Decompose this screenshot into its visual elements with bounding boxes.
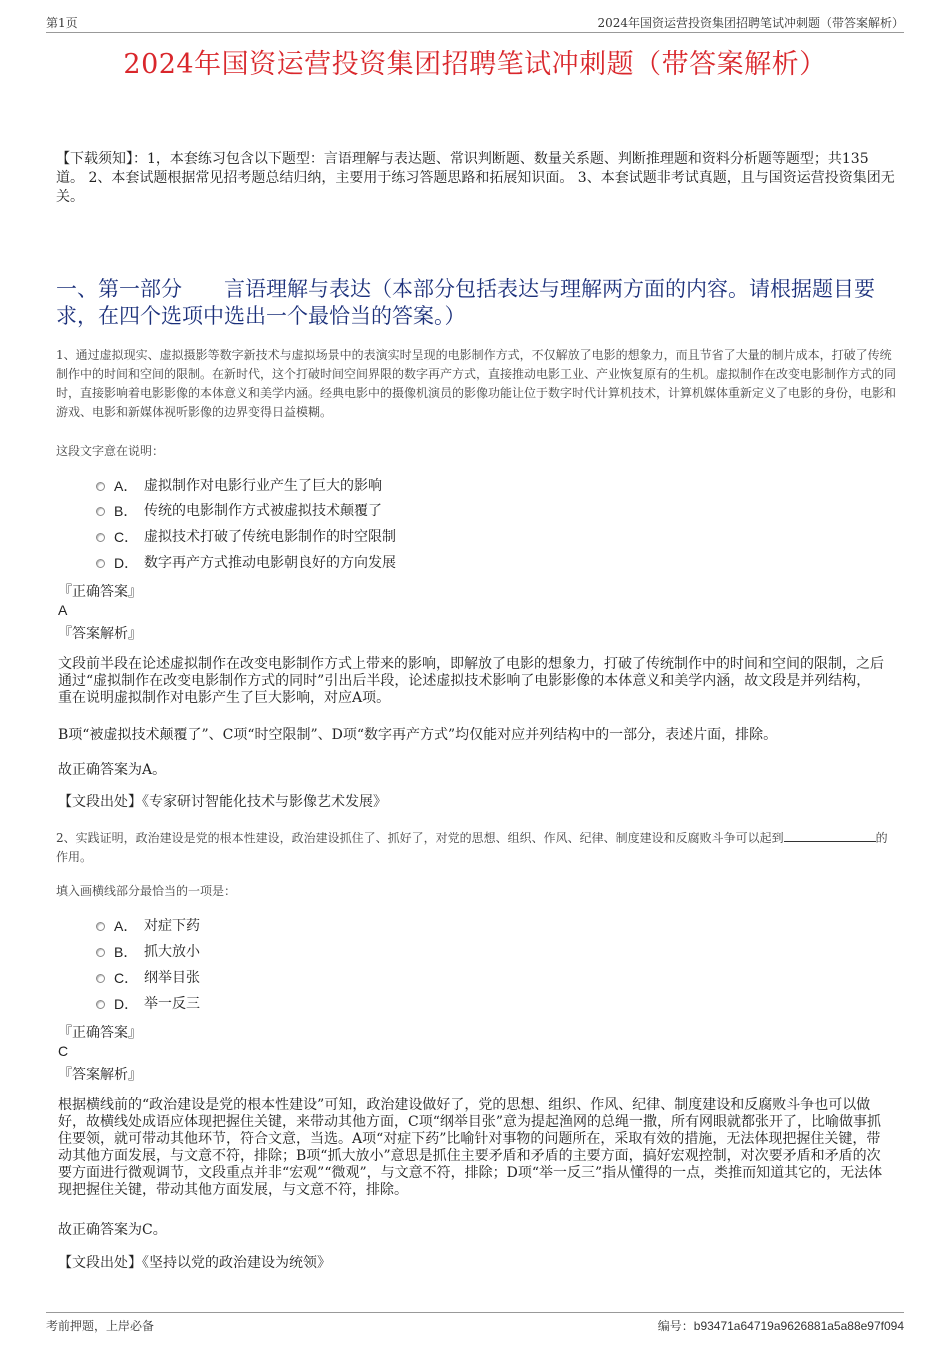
radio-button[interactable] [96,482,105,491]
question-1-prompt: 这段文字意在说明： [56,444,165,458]
question-1-option-a[interactable]: A． 虚拟制作对电影行业产生了巨大的影响 [96,474,382,498]
question-1-analysis-p2: B项“被虚拟技术颠覆了”、C项“时空限制”、D项“数字再产方式”均仅能对应并列结构中的一部分，表述片面，排除。 [58,727,778,743]
document-title: 2024年国资运营投资集团招聘笔试冲刺题（带答案解析） [123,49,827,80]
radio-button[interactable] [96,533,105,542]
radio-button[interactable] [96,974,105,983]
question-2-option-d[interactable]: D． 举一反三 [96,992,200,1016]
page-number: 第1页 [46,16,78,30]
question-2-stem: 2、实践证明，政治建设是党的根本性建设，政治建设抓住了、抓好了，对党的思想、组织、作风、纪律、制度建设和反腐败斗争可以起到 的作用。 [56,831,888,864]
header-doc-title: 2024年国资运营投资集团招聘笔试冲刺题（带答案解析） [597,16,904,30]
question-1-analysis-label: 『答案解析』 [58,626,142,642]
question-2-answer-label: 『正确答案』 [58,1025,142,1041]
radio-button[interactable] [96,507,105,516]
question-1-answer: A [58,602,68,618]
question-1-analysis-p1: 文段前半段在论述虚拟制作在改变电影制作方式上带来的影响，即解放了电影的想象力，打破了传统制作中的时间和空间的限制，之后通过“虚拟制作在改变电影制作方式的同时”引出后半段，论述虚拟技术影响了电影影像的本体意义和美学内涵，故文段是并列结构，重在说明虚拟制作对电影产生了巨大影响，对应A项。 [58,656,884,706]
question-2-option-b[interactable]: B． 抓大放小 [96,940,200,964]
question-2-option-a[interactable]: A． 对症下药 [96,914,200,938]
question-2-option-c[interactable]: C． 纲举目张 [96,966,200,990]
question-2-analysis-p1: 根据横线前的“政治建设是党的根本性建设”可知，政治建设做好了，党的思想、组织、作风、纪律、制度建设和反腐败斗争也可以做好，故横线处成语应体现把握住关键，来带动其他方面，C项“纲举目张”意为提起渔网的总绳一撒，所有网眼就都张开了，比喻做事抓住要领，就可带动其他环节，符合文意，当选。A项“对症下药”比喻针对事物的问题所在，采取有效的措施，无法体现把握住关键，带动其他方面发展，与文意不符，排除；B项“抓大放小”意思是抓住主要矛盾和矛盾的主要方面，搞好宏观控制，对次要矛盾和矛盾的次要方面进行微观调节，文段重点并非“宏观”“微观”，与文意不符，排除；D项“举一反三”指从懂得的一点，类推而知道其它的，无法体现把握住关键，带动其他方面发展，与文意不符，排除。 [58,1097,883,1198]
footer-code: 编号：b93471a64719a9626881a5a88e97f094 [657,1319,904,1333]
radio-button[interactable] [96,922,105,931]
fill-blank [784,831,876,842]
question-2-source: 【文段出处】《坚持以党的政治建设为统领》 [58,1255,331,1271]
radio-button[interactable] [96,948,105,957]
question-2-analysis-label: 『答案解析』 [58,1067,142,1083]
question-1-option-c[interactable]: C． 虚拟技术打破了传统电影制作的时空限制 [96,525,396,549]
radio-button[interactable] [96,1000,105,1009]
question-2-answer: C [58,1043,69,1059]
download-notice: 【下载须知】：1，本套练习包含以下题型：言语理解与表达题、常识判断题、数量关系题、判断推理题和资料分析题等题型；共135道。 2、本套试题根据常见招考题总结归纳，主要用于练习答题思路和拓展知识面。 3、本套试题非考试真题，且与国资运营投资集团无关。 [56,151,895,205]
section-heading: 一、第一部分 言语理解与表达（本部分包括表达与理解两方面的内容。请根据题目要求，在四个选项中选出一个最恰当的答案。） [56,277,875,328]
question-1-analysis-p3: 故正确答案为A。 [58,762,167,778]
question-2-analysis-p2: 故正确答案为C。 [58,1222,167,1238]
question-1-option-d[interactable]: D． 数字再产方式推动电影朝良好的方向发展 [96,551,396,575]
radio-button[interactable] [96,559,105,568]
question-1-stem: 1、通过虚拟现实、虚拟摄影等数字新技术与虚拟场景中的表演实时呈现的电影制作方式，不仅解放了电影的想象力，而且节省了大量的制片成本，打破了传统制作中的时间和空间的限制。在新时代，这个打破时间空间界限的数字再产方式，直接推动电影工业、产业恢复原有的生机。虚拟制作在改变电影制作方式的同时，直接影响着电影影像的本体意义和美学内涵。经典电影中的摄像机演员的影像功能让位于数字时代计算机技术，计算机媒体重新定义了电影的身份，电影和游戏、电影和新媒体视听影像的边界变得日益模糊。 [56,348,897,419]
footer-slogan: 考前押题，上岸必备 [46,1319,155,1333]
question-1-option-b[interactable]: B． 传统的电影制作方式被虚拟技术颠覆了 [96,499,382,523]
question-1-answer-label: 『正确答案』 [58,584,142,600]
page-header [46,12,904,33]
question-2-prompt: 填入画横线部分最恰当的一项是： [56,884,237,898]
question-1-source: 【文段出处】《专家研讨智能化技术与影像艺术发展》 [58,794,387,810]
page-footer [46,1312,904,1333]
